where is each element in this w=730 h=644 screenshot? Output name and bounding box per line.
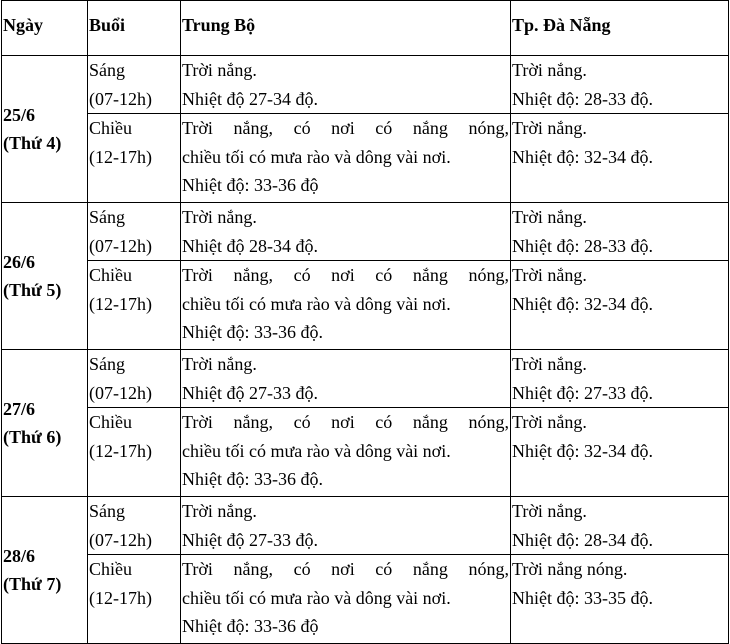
table-row xyxy=(2,350,729,408)
session-cell xyxy=(88,350,181,408)
session-cell xyxy=(88,203,181,261)
danang-temperature: Nhiệt độ: 27-33 độ. xyxy=(512,382,653,403)
weekday-value: (Thứ 7) xyxy=(3,574,62,594)
danang-forecast-cell xyxy=(511,555,729,644)
danang-forecast-cell xyxy=(511,203,729,261)
session-cell xyxy=(88,497,181,555)
session-name: Sáng xyxy=(89,60,125,80)
session-hours: (07-12h) xyxy=(89,235,152,256)
table-row xyxy=(2,497,729,555)
date-cell xyxy=(2,203,88,350)
session-name: Chiều xyxy=(89,559,132,579)
danang-weather: Trời nắng. xyxy=(512,265,587,285)
central-forecast-cell xyxy=(181,261,511,350)
central-weather: Trời nắng. xyxy=(182,207,257,227)
danang-temperature: Nhiệt độ: 32-34 độ. xyxy=(512,440,653,461)
header-central-region: Trung Bộ xyxy=(181,1,511,56)
date-cell xyxy=(2,350,88,497)
central-temperature: Nhiệt độ: 33-36 độ xyxy=(182,616,319,636)
central-weather-line1: Trời nắng, có nơi có nắng nóng, xyxy=(182,265,509,285)
session-name: Sáng xyxy=(89,207,125,227)
danang-weather: Trời nắng. xyxy=(512,501,587,521)
session-hours: (07-12h) xyxy=(89,382,152,403)
central-forecast-cell xyxy=(181,408,511,497)
session-cell xyxy=(88,555,181,644)
session-hours: (12-17h) xyxy=(89,146,152,167)
session-cell xyxy=(88,408,181,497)
danang-temperature: Nhiệt độ: 32-34 độ. xyxy=(512,146,653,167)
central-weather-line2: chiều tối có mưa rào và dông vài nơi. xyxy=(182,146,451,167)
central-forecast-cell xyxy=(181,56,511,114)
danang-temperature: Nhiệt độ: 32-34 độ. xyxy=(512,293,653,314)
central-forecast-cell xyxy=(181,497,511,555)
central-temperature: Nhiệt độ 28-34 độ. xyxy=(182,235,318,256)
central-forecast-cell xyxy=(181,203,511,261)
date-value: 27/6 xyxy=(3,398,36,419)
central-weather: Trời nắng. xyxy=(182,354,257,374)
weather-forecast-table xyxy=(1,0,729,644)
table-row xyxy=(2,261,729,350)
central-weather-line2: chiều tối có mưa rào và dông vài nơi. xyxy=(182,293,451,314)
danang-forecast-cell xyxy=(511,114,729,203)
table-row xyxy=(2,408,729,497)
session-cell xyxy=(88,114,181,203)
session-name: Chiều xyxy=(89,265,132,285)
weekday-value: (Thứ 5) xyxy=(3,280,62,300)
central-forecast-cell xyxy=(181,114,511,203)
danang-weather: Trời nắng nóng. xyxy=(512,559,628,579)
date-cell xyxy=(2,56,88,203)
session-hours: (07-12h) xyxy=(89,88,152,109)
header-session: Buổi xyxy=(88,1,181,56)
header-danang: Tp. Đà Nẵng xyxy=(511,1,729,56)
session-hours: (12-17h) xyxy=(89,293,152,314)
central-temperature: Nhiệt độ 27-33 độ. xyxy=(182,382,318,403)
session-cell xyxy=(88,261,181,350)
danang-weather: Trời nắng. xyxy=(512,60,587,80)
danang-forecast-cell xyxy=(511,497,729,555)
session-hours: (12-17h) xyxy=(89,587,152,608)
central-weather-line2: chiều tối có mưa rào và dông vài nơi. xyxy=(182,440,451,461)
central-weather-line1: Trời nắng, có nơi có nắng nóng, xyxy=(182,412,509,432)
session-hours: (12-17h) xyxy=(89,440,152,461)
weekday-value: (Thứ 4) xyxy=(3,133,62,153)
danang-forecast-cell xyxy=(511,350,729,408)
weekday-value: (Thứ 6) xyxy=(3,427,62,447)
central-temperature: Nhiệt độ: 33-36 độ xyxy=(182,175,319,195)
central-forecast-cell xyxy=(181,350,511,408)
header-row xyxy=(2,1,729,56)
session-name: Chiều xyxy=(89,412,132,432)
session-cell xyxy=(88,56,181,114)
session-hours: (07-12h) xyxy=(89,529,152,550)
central-forecast-cell xyxy=(181,555,511,644)
date-value: 25/6 xyxy=(3,104,36,125)
table-row xyxy=(2,56,729,114)
central-weather-line1: Trời nắng, có nơi có nắng nóng, xyxy=(182,118,509,138)
danang-forecast-cell xyxy=(511,56,729,114)
danang-weather: Trời nắng. xyxy=(512,118,587,138)
central-temperature: Nhiệt độ: 33-36 độ. xyxy=(182,322,323,342)
danang-temperature: Nhiệt độ: 28-33 độ. xyxy=(512,235,653,256)
danang-weather: Trời nắng. xyxy=(512,354,587,374)
session-name: Chiều xyxy=(89,118,132,138)
danang-temperature: Nhiệt độ: 28-33 độ. xyxy=(512,88,653,109)
danang-temperature: Nhiệt độ: 28-34 độ. xyxy=(512,529,653,550)
table-row xyxy=(2,114,729,203)
date-value: 26/6 xyxy=(3,251,36,272)
central-temperature: Nhiệt độ: 33-36 độ. xyxy=(182,469,323,489)
danang-weather: Trời nắng. xyxy=(512,412,587,432)
danang-forecast-cell xyxy=(511,261,729,350)
central-weather-line1: Trời nắng, có nơi có nắng nóng, xyxy=(182,559,509,579)
central-temperature: Nhiệt độ 27-34 độ. xyxy=(182,88,318,109)
danang-weather: Trời nắng. xyxy=(512,207,587,227)
central-temperature: Nhiệt độ 27-33 độ. xyxy=(182,529,318,550)
danang-temperature: Nhiệt độ: 33-35 độ. xyxy=(512,587,653,608)
central-weather-line2: chiều tối có mưa rào và dông vài nơi. xyxy=(182,587,451,608)
date-value: 28/6 xyxy=(3,545,36,566)
session-name: Sáng xyxy=(89,354,125,374)
table-row xyxy=(2,203,729,261)
central-weather: Trời nắng. xyxy=(182,60,257,80)
date-cell xyxy=(2,497,88,644)
table-row xyxy=(2,555,729,644)
danang-forecast-cell xyxy=(511,408,729,497)
central-weather: Trời nắng. xyxy=(182,501,257,521)
session-name: Sáng xyxy=(89,501,125,521)
header-date: Ngày xyxy=(2,1,88,56)
